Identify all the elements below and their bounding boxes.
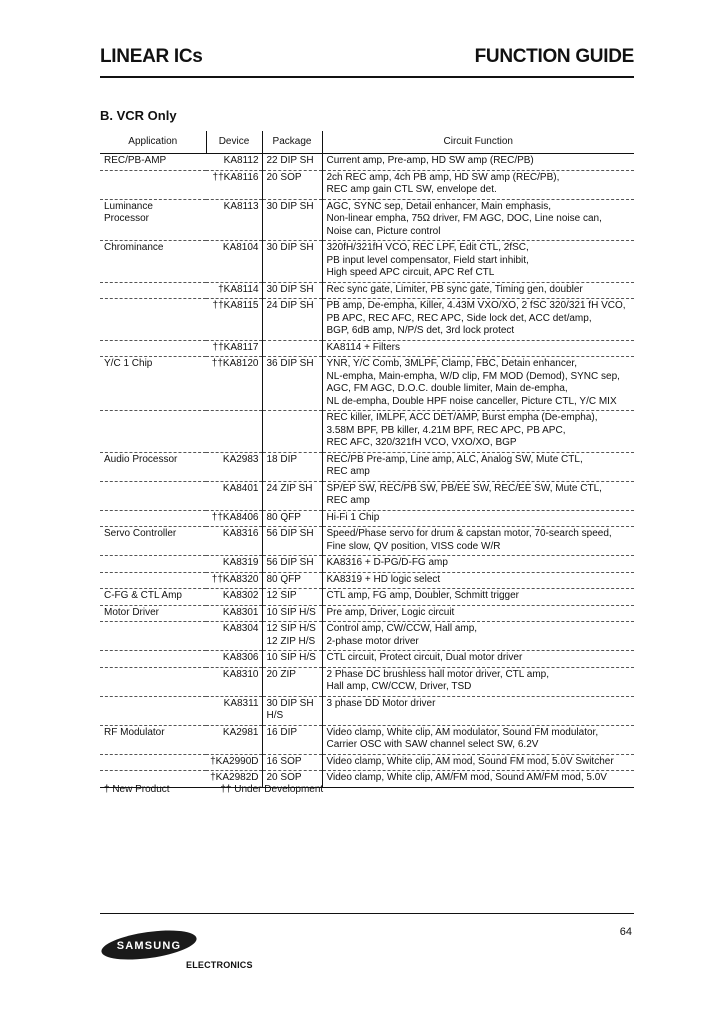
- package-cell: 30 DIP SH H/S: [262, 696, 322, 725]
- application-cell: Luminance Processor: [100, 199, 206, 241]
- function-cell: REC killer, IMLPF, ACC DET/AMP, Burst empha (De-empha), 3.58M BPF, PB killer, 4.21M BPF, REC APC, PB APC, REC AFC, 320/321fH VCO, VXO/XO, BGP: [322, 411, 634, 453]
- package-cell: 10 SIP H/S: [262, 651, 322, 668]
- function-cell: Pre amp, Driver, Logic circuit: [322, 605, 634, 622]
- samsung-logo: [100, 930, 198, 960]
- device-cell: ††KA8120: [206, 357, 262, 411]
- function-cell: KA8316 + D-PG/D-FG amp: [322, 556, 634, 573]
- function-cell: AGC, SYNC sep, Detail enhancer, Main emphasis, Non-linear empha, 75Ω driver, FM AGC, DOC, Line noise can, Noise can, Picture control: [322, 199, 634, 241]
- header-left-title: LINEAR ICs: [100, 46, 203, 67]
- function-cell: Hi-Fi 1 Chip: [322, 510, 634, 527]
- device-cell: ††KA8117: [206, 340, 262, 357]
- application-cell: C-FG & CTL Amp: [100, 589, 206, 606]
- table-row: [100, 622, 634, 651]
- application-cell: Servo Controller: [100, 527, 206, 556]
- footnote-new-product: † New Product: [104, 784, 170, 795]
- table-row: [100, 510, 634, 527]
- brand-subtitle: ELECTRONICS: [186, 960, 253, 970]
- device-cell: †KA8114: [206, 282, 262, 299]
- package-cell: 80 QFP: [262, 510, 322, 527]
- package-cell: 20 SOP: [262, 170, 322, 199]
- function-cell: Rec sync gate, Limiter, PB sync gate, Timing gen, doubler: [322, 282, 634, 299]
- header-right-title: FUNCTION GUIDE: [474, 46, 634, 67]
- function-cell: KA8319 + HD logic select: [322, 572, 634, 589]
- application-cell: Y/C 1 Chip: [100, 357, 206, 411]
- device-cell: KA2983: [206, 452, 262, 481]
- function-cell: Video clamp, White clip, AM modulator, Sound FM modulator, Carrier OSC with SAW channel select SW, 6.2V: [322, 725, 634, 754]
- package-cell: 20 ZIP: [262, 667, 322, 696]
- column-header-application: Application: [100, 131, 206, 154]
- table-row: [100, 282, 634, 299]
- package-cell: 12 SIP H/S 12 ZIP H/S: [262, 622, 322, 651]
- table-row: [100, 605, 634, 622]
- device-cell: ††KA8116: [206, 170, 262, 199]
- function-cell: KA8114 + Filters: [322, 340, 634, 357]
- device-cell: KA8304: [206, 622, 262, 651]
- application-cell: [100, 572, 206, 589]
- logo-text: SAMSUNG: [116, 940, 182, 952]
- package-cell: 56 DIP SH: [262, 527, 322, 556]
- column-header-device: Device: [206, 131, 262, 154]
- application-cell: [100, 696, 206, 725]
- device-cell: ††KA8406: [206, 510, 262, 527]
- column-header-package: Package: [262, 131, 322, 154]
- package-cell: 36 DIP SH: [262, 357, 322, 411]
- function-cell: CTL circuit, Protect circuit, Dual motor driver: [322, 651, 634, 668]
- column-header-circuit-function: Circuit Function: [322, 131, 634, 154]
- function-cell: Speed/Phase servo for drum & capstan motor, 70-search speed, Fine slow, QV position, VISS code W/R: [322, 527, 634, 556]
- package-cell: [262, 411, 322, 453]
- table-row: [100, 589, 634, 606]
- function-cell: YNR, Y/C Comb, 3MLPF, Clamp, FBC, Detain enhancer, NL-empha, Main-empha, W/D clip, FM MOD (Demod), SYNC sep, AGC, FM AGC, D.O.C. double limiter, Main de-empha, NL de-empha, Double HPF noise canceller, Picture CTL, Y/C MIX: [322, 357, 634, 411]
- device-cell: [206, 411, 262, 453]
- function-cell: Current amp, Pre-amp, HD SW amp (REC/PB): [322, 154, 634, 171]
- device-cell: KA8306: [206, 651, 262, 668]
- function-cell: Control amp, CW/CCW, Hall amp, 2-phase motor driver: [322, 622, 634, 651]
- device-cell: ††KA8320: [206, 572, 262, 589]
- application-cell: [100, 556, 206, 573]
- footnotes: [104, 784, 371, 795]
- package-cell: 22 DIP SH: [262, 154, 322, 171]
- package-cell: [262, 340, 322, 357]
- table-header-row: [100, 131, 634, 154]
- function-cell: Video clamp, White clip, AM/FM mod, Sound AM/FM mod, 5.0V: [322, 771, 634, 788]
- application-cell: REC/PB-AMP: [100, 154, 206, 171]
- application-cell: [100, 754, 206, 771]
- package-cell: 80 QFP: [262, 572, 322, 589]
- function-cell: Video clamp, White clip, AM mod, Sound FM mod, 5.0V Switcher: [322, 754, 634, 771]
- application-cell: [100, 667, 206, 696]
- package-cell: 18 DIP: [262, 452, 322, 481]
- application-cell: [100, 411, 206, 453]
- application-cell: [100, 340, 206, 357]
- function-cell: PB amp, De-empha, Killer, 4.43M VXO/XO, 2 fSC 320/321 fH VCO, PB APC, REC AFC, REC APC, Side lock det, ACC det/amp, BGP, 6dB amp, N/P/S det, 3rd lock protect: [322, 299, 634, 341]
- device-cell: KA8319: [206, 556, 262, 573]
- package-cell: 30 DIP SH: [262, 199, 322, 241]
- table-row: [100, 651, 634, 668]
- table-row: [100, 299, 634, 341]
- function-cell: 2ch REC amp, 4ch PB amp, HD SW amp (REC/PB), REC amp gain CTL SW, envelope det.: [322, 170, 634, 199]
- table-row: [100, 241, 634, 283]
- function-cell: REC/PB Pre-amp, Line amp, ALC, Analog SW, Mute CTL, REC amp: [322, 452, 634, 481]
- footnote-under-development: †† Under Development: [220, 784, 324, 795]
- application-cell: [100, 299, 206, 341]
- page-number: 64: [619, 926, 632, 938]
- package-cell: 56 DIP SH: [262, 556, 322, 573]
- device-cell: KA2981: [206, 725, 262, 754]
- device-cell: KA8401: [206, 481, 262, 510]
- application-cell: [100, 510, 206, 527]
- table-row: [100, 667, 634, 696]
- footer-divider: [100, 913, 634, 914]
- device-cell: †KA2982D: [206, 771, 262, 788]
- function-cell: 2 Phase DC brushless hall motor driver, CTL amp, Hall amp, CW/CCW, Driver, TSD: [322, 667, 634, 696]
- table-body: [100, 154, 634, 788]
- application-cell: [100, 170, 206, 199]
- table-row: [100, 696, 634, 725]
- package-cell: 12 SIP: [262, 589, 322, 606]
- package-cell: 10 SIP H/S: [262, 605, 322, 622]
- table-row: [100, 572, 634, 589]
- application-cell: [100, 622, 206, 651]
- application-cell: [100, 481, 206, 510]
- device-cell: ††KA8115: [206, 299, 262, 341]
- function-cell: CTL amp, FG amp, Doubler, Schmitt trigger: [322, 589, 634, 606]
- table-row: [100, 170, 634, 199]
- table-row: [100, 725, 634, 754]
- application-cell: Audio Processor: [100, 452, 206, 481]
- package-cell: 24 ZIP SH: [262, 481, 322, 510]
- package-cell: 30 DIP SH: [262, 241, 322, 283]
- header-divider: [100, 76, 634, 78]
- table-row: [100, 527, 634, 556]
- application-cell: [100, 282, 206, 299]
- package-cell: 16 SOP: [262, 754, 322, 771]
- table-row: [100, 340, 634, 357]
- table-row: [100, 754, 634, 771]
- application-cell: [100, 651, 206, 668]
- device-cell: †KA2990D: [206, 754, 262, 771]
- application-cell: RF Modulator: [100, 725, 206, 754]
- section-title: B. VCR Only: [100, 108, 177, 123]
- package-cell: 16 DIP: [262, 725, 322, 754]
- device-cell: KA8316: [206, 527, 262, 556]
- function-guide-table: [100, 131, 634, 788]
- function-cell: 320fH/321fH VCO, REC LPF, Edit CTL, 2fSC, PB input level compensator, Field start inhibit, High speed APC circuit, APC Ref CTL: [322, 241, 634, 283]
- application-cell: Chrominance: [100, 241, 206, 283]
- package-cell: 30 DIP SH: [262, 282, 322, 299]
- table-row: [100, 481, 634, 510]
- device-cell: KA8311: [206, 696, 262, 725]
- application-cell: Motor Driver: [100, 605, 206, 622]
- table-row: [100, 154, 634, 171]
- table-row: [100, 199, 634, 241]
- function-cell: SP/EP SW, REC/PB SW, PB/EE SW, REC/EE SW, Mute CTL, REC amp: [322, 481, 634, 510]
- table-row: [100, 411, 634, 453]
- table-row: [100, 357, 634, 411]
- function-cell: 3 phase DD Motor driver: [322, 696, 634, 725]
- device-cell: KA8301: [206, 605, 262, 622]
- table-row: [100, 452, 634, 481]
- package-cell: 20 SOP: [262, 771, 322, 788]
- device-cell: KA8302: [206, 589, 262, 606]
- package-cell: 24 DIP SH: [262, 299, 322, 341]
- table-row: [100, 556, 634, 573]
- device-cell: KA8113: [206, 199, 262, 241]
- device-cell: KA8112: [206, 154, 262, 171]
- device-cell: KA8104: [206, 241, 262, 283]
- device-cell: KA8310: [206, 667, 262, 696]
